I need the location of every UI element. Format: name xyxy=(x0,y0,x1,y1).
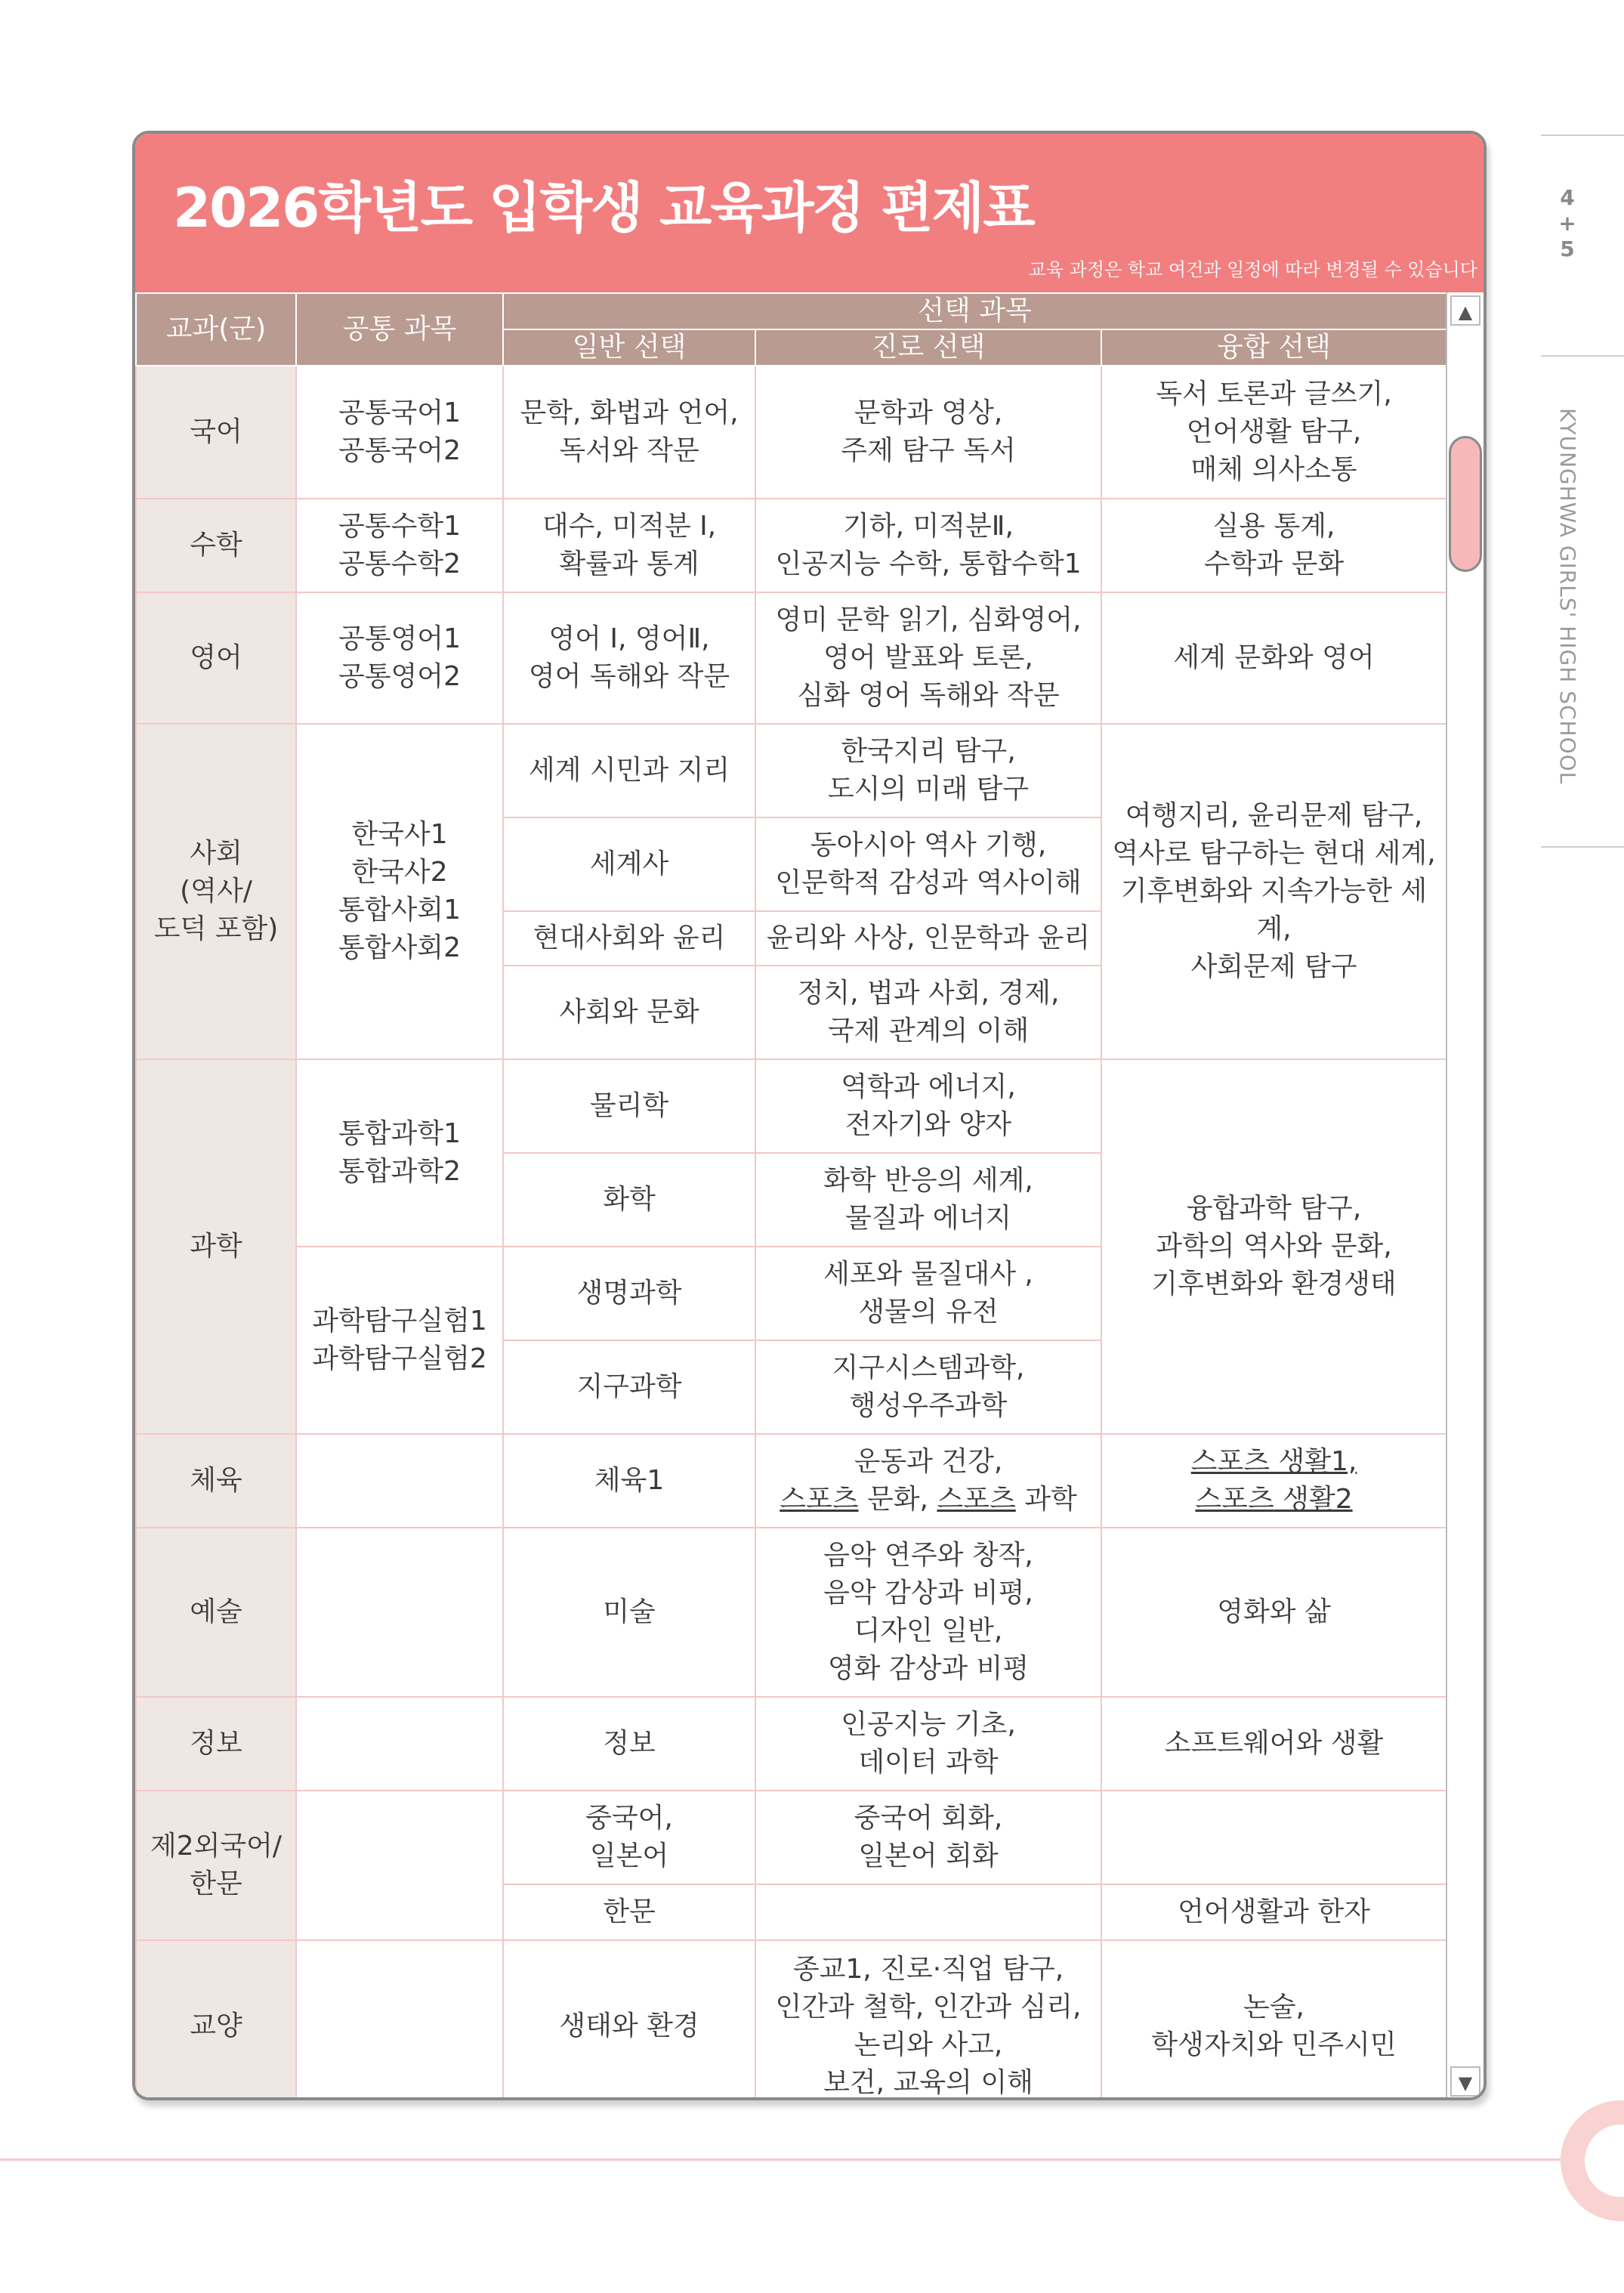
fusion-cell: 언어생활과 한자 xyxy=(1101,1884,1446,1940)
sports-term: 스포츠 xyxy=(1195,1484,1274,1515)
career-text: 과학 xyxy=(1015,1484,1077,1515)
general-cell: 세계 시민과 지리 xyxy=(503,724,755,817)
general-cell: 미술 xyxy=(503,1528,755,1697)
subject-cell: 제2외국어/ 한문 xyxy=(136,1791,296,1940)
subject-cell: 과학 xyxy=(136,1059,296,1434)
career-cell: 한국지리 탐구, 도시의 미래 탐구 xyxy=(755,724,1101,817)
career-cell: 동아시아 역사 기행, 인문학적 감성과 역사이해 xyxy=(755,817,1101,911)
career-cell: 영미 문학 읽기, 심화영어, 영어 발표와 토론, 심화 영어 독해와 작문 xyxy=(755,592,1101,724)
career-text: 문화, xyxy=(858,1484,937,1515)
curriculum-card xyxy=(132,131,1487,2100)
vertical-scrollbar[interactable] xyxy=(1446,292,1484,2100)
bottom-divider xyxy=(0,2159,1571,2161)
table-row xyxy=(136,499,1446,592)
fusion-text: 생활2 xyxy=(1274,1484,1353,1515)
header-subject: 교과(군) xyxy=(136,293,296,366)
career-cell: 종교1, 진로·직업 탐구, 인간과 철학, 인간과 심리, 논리와 사고, 보건, 교육의 이해 xyxy=(755,1940,1101,2100)
general-cell: 생명과학 xyxy=(503,1247,755,1340)
table-viewport xyxy=(135,292,1446,2100)
side-divider xyxy=(1541,355,1624,357)
general-cell: 문학, 화법과 언어, 독서와 작문 xyxy=(503,366,755,499)
career-cell: 음악 연주와 창작, 음악 감상과 비평, 디자인 일반, 영화 감상과 비평 xyxy=(755,1528,1101,1697)
sports-term: 스포츠 xyxy=(1190,1446,1270,1477)
change-note: 교육 과정은 학교 여건과 일정에 따라 변경될 수 있습니다 xyxy=(1028,259,1477,280)
general-cell: 사회와 문화 xyxy=(503,966,755,1059)
decorative-ring-icon xyxy=(1561,2100,1624,2221)
scrollbar-thumb[interactable] xyxy=(1449,436,1482,572)
header-fusion: 융합 선택 xyxy=(1101,329,1446,366)
table-row xyxy=(136,366,1446,499)
subject-cell: 국어 xyxy=(136,366,296,499)
general-cell: 현대사회와 윤리 xyxy=(503,911,755,966)
table-row xyxy=(136,1940,1446,2100)
general-cell: 화학 xyxy=(503,1153,755,1247)
sports-term: 스포츠 xyxy=(937,1484,1016,1515)
career-cell: 중국어 회화, 일본어 회화 xyxy=(755,1791,1101,1884)
fusion-cell: 융합과학 탐구, 과학의 역사와 문화, 기후변화와 환경생태 xyxy=(1101,1059,1446,1434)
subject-cell: 영어 xyxy=(136,592,296,724)
career-cell: 지구시스템과학, 행성우주과학 xyxy=(755,1340,1101,1434)
curriculum-table xyxy=(135,292,1446,2100)
scroll-down-arrow-icon[interactable]: ▼ xyxy=(1450,2066,1480,2097)
general-cell: 정보 xyxy=(503,1697,755,1791)
header-career: 진로 선택 xyxy=(755,329,1101,366)
general-cell: 지구과학 xyxy=(503,1340,755,1434)
fusion-line xyxy=(1105,1481,1443,1519)
career-cell: 윤리와 사상, 인문학과 윤리 xyxy=(755,911,1101,966)
fusion-cell: 영화와 삶 xyxy=(1101,1528,1446,1697)
common-cell: 공통영어1 공통영어2 xyxy=(296,592,503,724)
general-cell: 생태와 환경 xyxy=(503,1940,755,2100)
common-cell xyxy=(296,1791,503,1940)
fusion-cell: 실용 통계, 수학과 문화 xyxy=(1101,499,1446,592)
fusion-cell: 독서 토론과 글쓰기, 언어생활 탐구, 매체 의사소통 xyxy=(1101,366,1446,499)
table-row xyxy=(136,1434,1446,1528)
career-cell: 역학과 에너지, 전자기와 양자 xyxy=(755,1059,1101,1153)
career-line: 운동과 건강, xyxy=(854,1446,1003,1477)
common-cell xyxy=(296,1528,503,1697)
subject-cell: 체육 xyxy=(136,1434,296,1528)
career-cell: 세포와 물질대사 , 생물의 유전 xyxy=(755,1247,1101,1340)
common-cell: 과학탐구실험1 과학탐구실험2 xyxy=(296,1247,503,1434)
table-row xyxy=(136,1697,1446,1791)
table-row xyxy=(136,1059,1446,1153)
general-cell: 영어 Ⅰ, 영어Ⅱ, 영어 독해와 작문 xyxy=(503,592,755,724)
career-cell: 기하, 미적분Ⅱ, 인공지능 수학, 통합수학1 xyxy=(755,499,1101,592)
header-elective: 선택 과목 xyxy=(503,293,1446,329)
general-cell: 대수, 미적분 Ⅰ, 확률과 통계 xyxy=(503,499,755,592)
fusion-cell: 논술, 학생자치와 민주시민 xyxy=(1101,1940,1446,2100)
career-cell xyxy=(755,1434,1101,1528)
career-cell xyxy=(755,1884,1101,1940)
fusion-cell: 소프트웨어와 생활 xyxy=(1101,1697,1446,1791)
general-cell: 중국어, 일본어 xyxy=(503,1791,755,1884)
career-cell: 인공지능 기초, 데이터 과학 xyxy=(755,1697,1101,1791)
fusion-text: 생활1, xyxy=(1270,1446,1357,1477)
general-cell: 체육1 xyxy=(503,1434,755,1528)
scroll-up-arrow-icon[interactable]: ▲ xyxy=(1450,295,1480,326)
title-banner xyxy=(135,134,1484,292)
header-general: 일반 선택 xyxy=(503,329,755,366)
fusion-cell xyxy=(1101,1434,1446,1528)
sports-term: 스포츠 xyxy=(780,1484,859,1515)
subject-cell: 수학 xyxy=(136,499,296,592)
career-cell: 화학 반응의 세계, 물질과 에너지 xyxy=(755,1153,1101,1247)
fusion-line xyxy=(1105,1443,1443,1481)
table-row xyxy=(136,724,1446,817)
table-row xyxy=(136,1528,1446,1697)
table-row xyxy=(136,1791,1446,1884)
career-line xyxy=(759,1481,1098,1519)
side-divider xyxy=(1541,846,1624,848)
fusion-cell: 여행지리, 윤리문제 탐구, 역사로 탐구하는 현대 세계, 기후변화와 지속가능한 세계, 사회문제 탐구 xyxy=(1101,724,1446,1059)
table-row xyxy=(136,592,1446,724)
subject-cell: 예술 xyxy=(136,1528,296,1697)
page-number: 4 + 5 xyxy=(1558,185,1576,261)
fusion-cell xyxy=(1101,1791,1446,1884)
school-name: KYUNGHWA GIRLS' HIGH SCHOOL xyxy=(1555,408,1580,785)
subject-cell: 정보 xyxy=(136,1697,296,1791)
common-cell xyxy=(296,1940,503,2100)
header-common: 공통 과목 xyxy=(296,293,503,366)
fusion-cell: 세계 문화와 영어 xyxy=(1101,592,1446,724)
common-cell: 공통국어1 공통국어2 xyxy=(296,366,503,499)
general-cell: 세계사 xyxy=(503,817,755,911)
common-cell xyxy=(296,1434,503,1528)
general-cell: 한문 xyxy=(503,1884,755,1940)
common-cell xyxy=(296,1697,503,1791)
career-cell: 정치, 법과 사회, 경제, 국제 관계의 이해 xyxy=(755,966,1101,1059)
general-cell: 물리학 xyxy=(503,1059,755,1153)
common-cell: 통합과학1 통합과학2 xyxy=(296,1059,503,1247)
career-cell: 문학과 영상, 주제 탐구 독서 xyxy=(755,366,1101,499)
common-cell: 공통수학1 공통수학2 xyxy=(296,499,503,592)
subject-cell: 사회 (역사/ 도덕 포함) xyxy=(136,724,296,1059)
side-divider xyxy=(1541,134,1624,136)
subject-cell: 교양 xyxy=(136,1940,296,2100)
page-title: 2026학년도 입학생 교육과정 편제표 xyxy=(173,176,1034,239)
common-cell: 한국사1 한국사2 통합사회1 통합사회2 xyxy=(296,724,503,1059)
